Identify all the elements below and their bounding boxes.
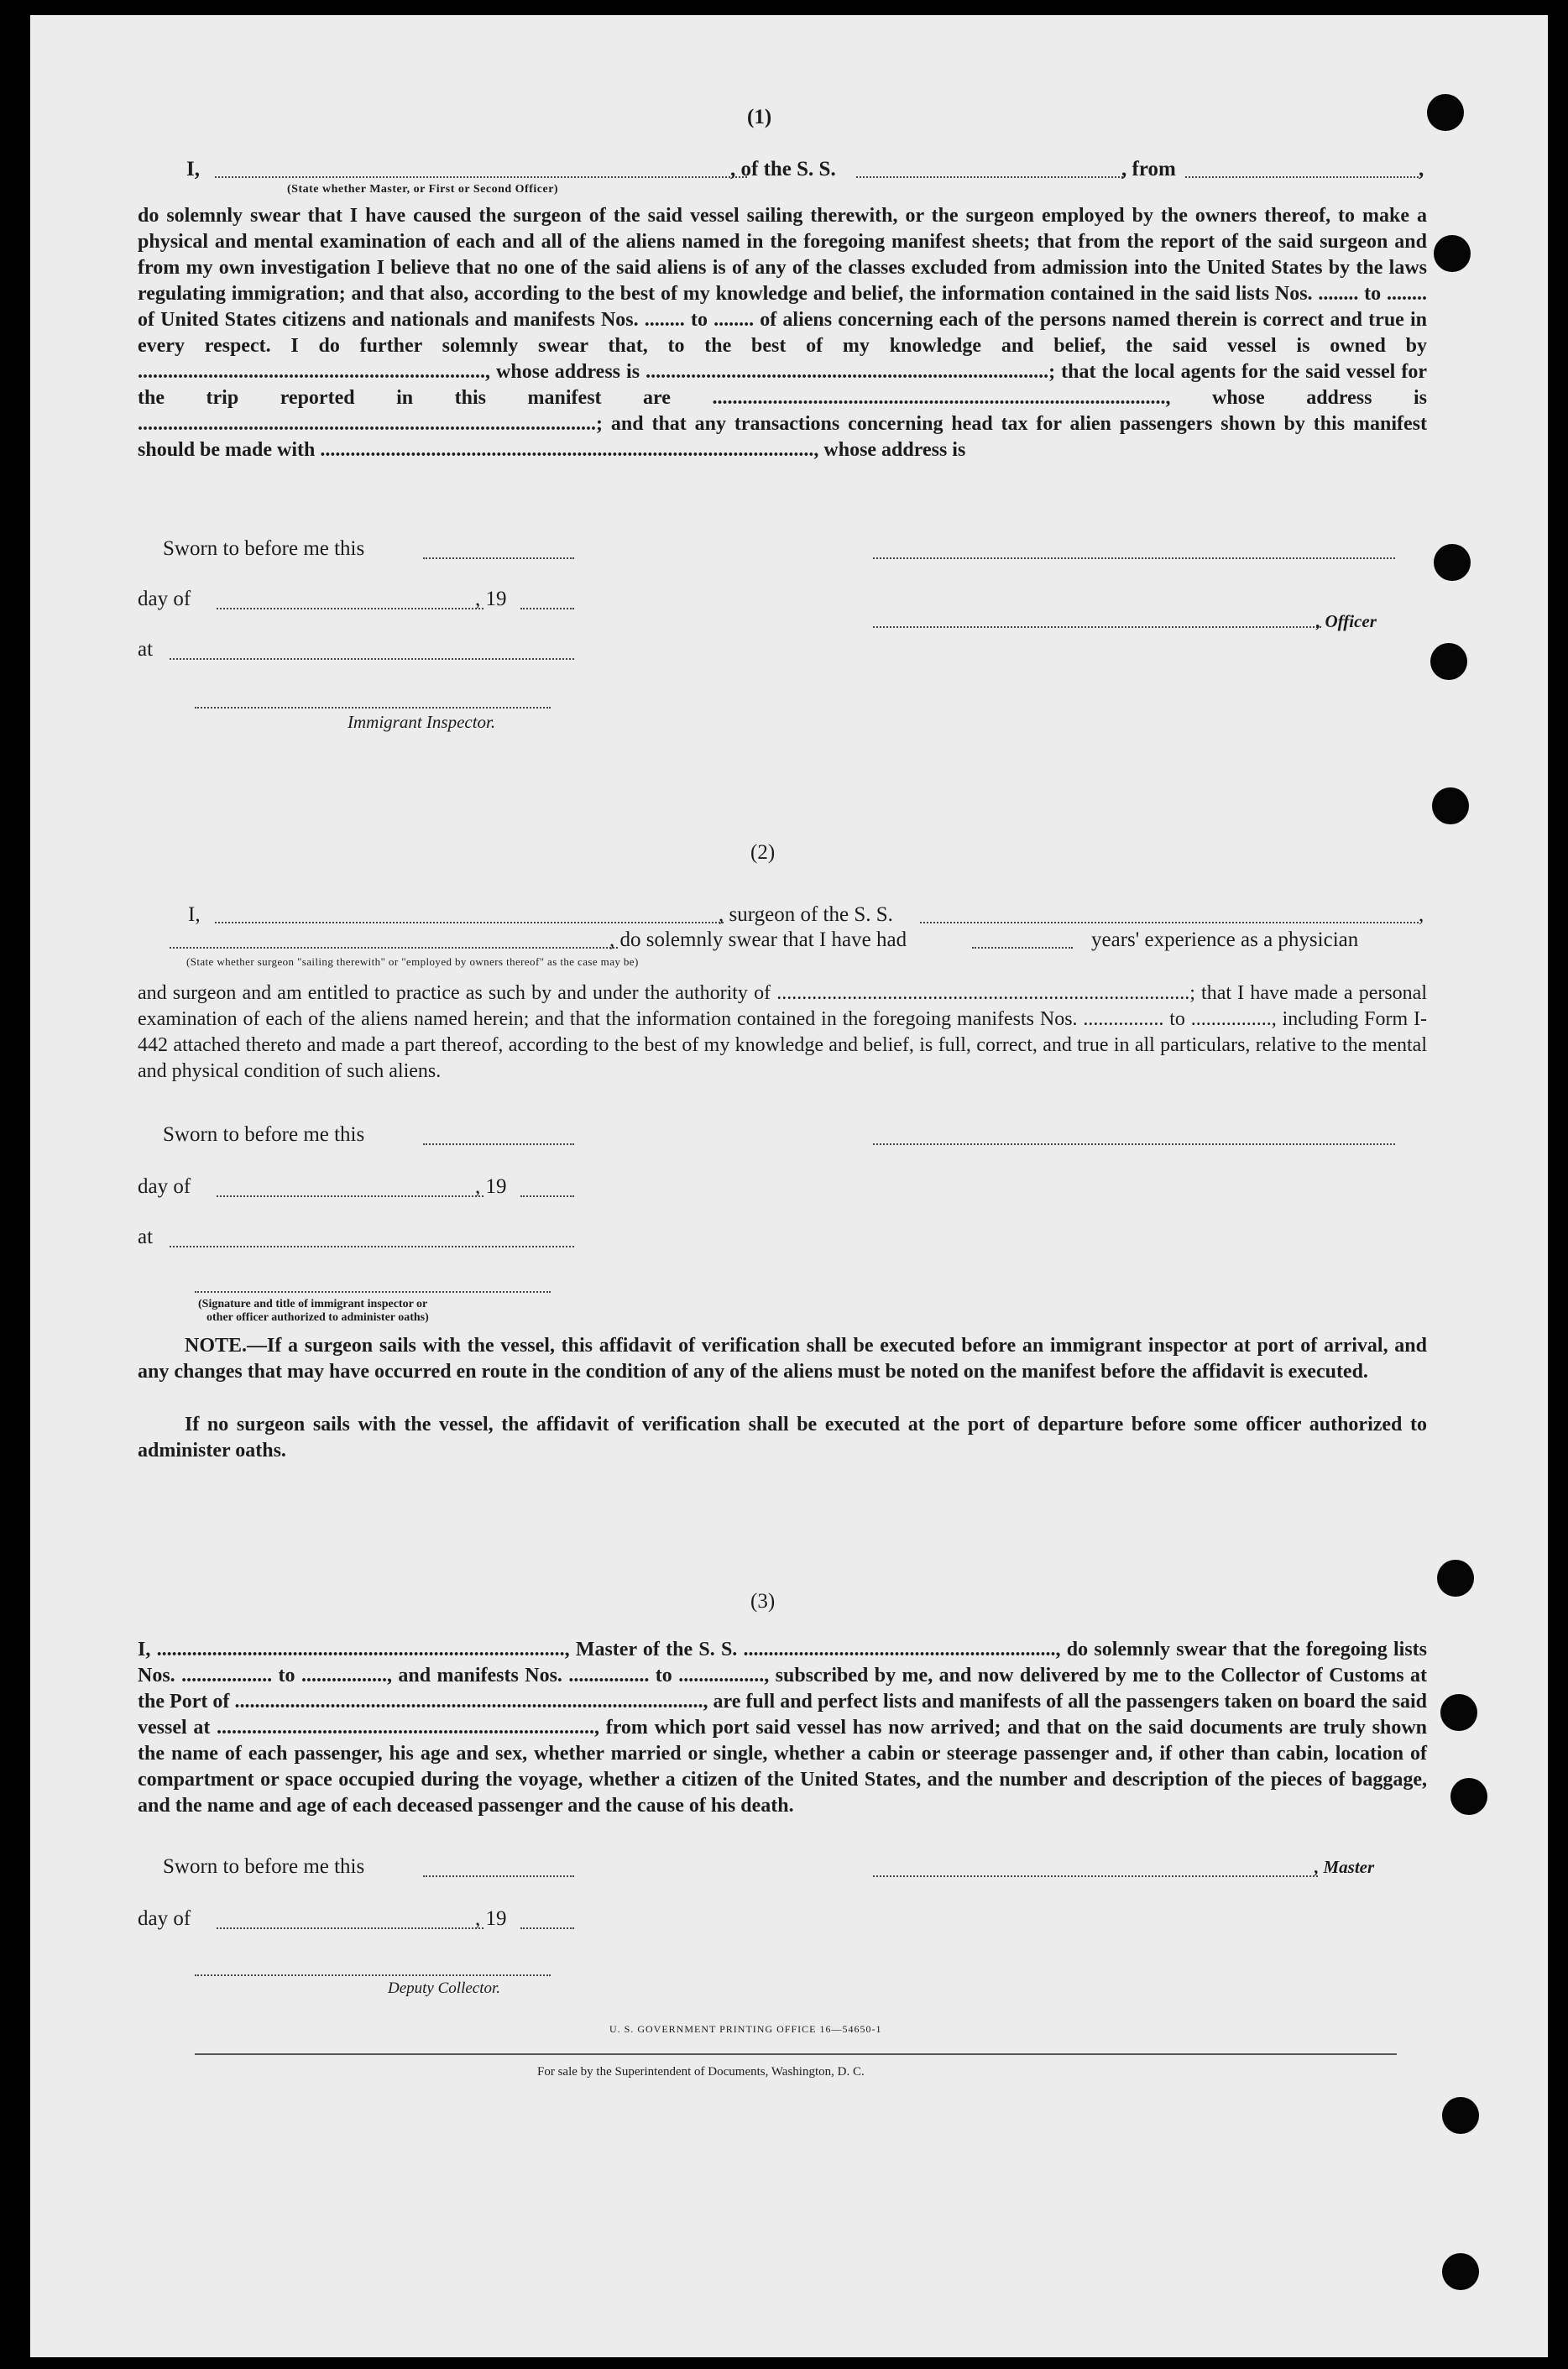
note-paragraph-1: NOTE.—If a surgeon sails with the vessel, this affidavit of verification shall be executed before an immigrant inspector at port of arrival, and any changes that may have occurred en route in the condition of any of the aliens must be noted on the manifest before the affidavit is executed. <box>138 1335 1427 1383</box>
vessel-name-field[interactable] <box>856 176 1123 178</box>
for-sale-notice: For sale by the Superintendent of Documents, Washington, D. C. <box>537 2065 865 2079</box>
document-page <box>30 15 1548 2357</box>
section-2-years: years' experience as a physician <box>1091 928 1359 951</box>
punch-hole <box>1434 235 1471 272</box>
month-field[interactable] <box>217 1927 483 1929</box>
surgeon-status-field[interactable] <box>170 947 618 949</box>
deputy-collector-label: Deputy Collector. <box>388 1979 501 1997</box>
footer-rule <box>195 2053 1397 2055</box>
section-2-year: , 19 <box>475 1175 507 1198</box>
section-1-sworn-label: Sworn to before me this <box>163 537 365 560</box>
punch-hole <box>1427 94 1464 131</box>
section-2-comma: , <box>1419 903 1424 926</box>
from-port-field[interactable] <box>1185 176 1419 178</box>
collector-signature-field[interactable] <box>195 1974 551 1976</box>
section-1-of-ss: , of the S. S. <box>730 158 836 180</box>
section-2-i: I, <box>188 903 201 926</box>
section-1-year: , 19 <box>475 588 507 610</box>
master-signature-field[interactable] <box>873 1875 1318 1877</box>
punch-hole <box>1430 643 1467 680</box>
section-1-i: I, <box>186 158 200 180</box>
master-officer-note: (State whether Master, or First or Second Officer) <box>287 183 559 196</box>
section-1-heading: (1) <box>747 106 772 128</box>
section-1-at: at <box>138 638 154 661</box>
note-paragraph-2: If no surgeon sails with the vessel, the affidavit of verification shall be executed at the port of departure before some officer authorized to administer oaths. <box>138 1414 1427 1462</box>
section-2-surgeon: , surgeon of the S. S. <box>719 903 893 926</box>
month-field[interactable] <box>217 1195 483 1197</box>
year-field[interactable] <box>520 608 574 609</box>
month-field[interactable] <box>217 608 483 609</box>
punch-hole <box>1432 787 1469 824</box>
years-experience-field[interactable] <box>972 947 1073 949</box>
immigrant-inspector-label: Immigrant Inspector. <box>348 712 496 732</box>
officer-title-field[interactable] <box>873 626 1321 628</box>
section-3-heading: (3) <box>750 1590 776 1613</box>
inspector-signature-field[interactable] <box>195 1291 551 1293</box>
printing-office-imprint: U. S. GOVERNMENT PRINTING OFFICE 16—54650-1 <box>609 2023 882 2035</box>
inspector-signature-field[interactable] <box>195 707 551 709</box>
year-field[interactable] <box>520 1195 574 1197</box>
sworn-date-field[interactable] <box>423 1875 574 1877</box>
section-2-day-of: day of <box>138 1175 191 1198</box>
signature-title-note-1: (Signature and title of immigrant inspector or <box>198 1298 428 1310</box>
section-3-day-of: day of <box>138 1907 191 1930</box>
section-1-paragraph: do solemnly swear that I have caused the surgeon of the said vessel sailing therewith, or the surgeon employed by the owners thereof, to make a physical and mental examination of each and all of the aliens named in the foregoing manifest sheets; that from the report of the said surgeon and from my own investigation I believe that no one of the said aliens is of any of the classes excluded from admission into the United States by the laws regulating immigration; and that also, according to the best of my knowledge and belief, the information contained in the said lists Nos. ........ to ........ of United States citizens and nationals and manifests Nos. ........ to ........ of aliens concerning each of the persons named therein is correct and true in every respect. I do further solemnly swear that, to the best of my knowledge and belief, the said vessel is owned by ....................................................................., whose address is ................................................................................; that the local agents for the said vessel for the trip reported in this manifest are .........................................................................................., whose address is ...........................................................................................; and that any transactions concerning head tax for alien passengers shown by this manifest should be made with .................................................................................................., whose address is <box>138 205 1427 461</box>
place-field[interactable] <box>170 1246 574 1247</box>
section-2-paragraph: and surgeon and am entitled to practice as such by and under the authority of ..................................................................................; that I have made a personal examination of each of the aliens named herein; and that the information contained in the foregoing manifests Nos. ................ to ................, including Form I-442 attached thereto and made a part thereof, according to the best of my knowledge and belief, is full, correct, and true in all particulars, relative to the mental and physical condition of such aliens. <box>138 982 1427 1082</box>
section-2-swear: , do solemnly swear that I have had <box>609 928 907 951</box>
section-1-comma: , <box>1419 158 1424 180</box>
officer-signature-field[interactable] <box>873 557 1395 559</box>
punch-hole <box>1434 544 1471 581</box>
surgeon-vessel-field[interactable] <box>920 922 1419 923</box>
section-1-from: , from <box>1121 158 1176 180</box>
punch-hole <box>1442 2097 1479 2134</box>
punch-hole <box>1440 1694 1477 1731</box>
place-field[interactable] <box>170 658 574 660</box>
punch-hole <box>1437 1560 1474 1597</box>
master-name-field[interactable] <box>215 176 747 178</box>
section-2-sworn-label: Sworn to before me this <box>163 1123 365 1146</box>
punch-hole <box>1450 1778 1487 1815</box>
section-2-at: at <box>138 1226 154 1248</box>
punch-hole <box>1442 2253 1479 2290</box>
section-3-sworn-label: Sworn to before me this <box>163 1855 365 1878</box>
section-1-day-of: day of <box>138 588 191 610</box>
section-2-heading: (2) <box>750 841 776 864</box>
officer-label: , Officer <box>1316 611 1377 631</box>
master-label: , Master <box>1315 1857 1375 1877</box>
year-field[interactable] <box>520 1927 574 1929</box>
surgeon-signature-field[interactable] <box>873 1143 1395 1145</box>
sworn-date-field[interactable] <box>423 557 574 559</box>
surgeon-name-field[interactable] <box>215 922 724 923</box>
sworn-date-field[interactable] <box>423 1143 574 1145</box>
signature-title-note-2: other officer authorized to administer oaths) <box>206 1311 429 1324</box>
section-3-year: , 19 <box>475 1907 507 1930</box>
surgeon-status-note: (State whether surgeon "sailing therewith" or "employed by owners thereof" as the case may be) <box>186 955 639 968</box>
section-3-paragraph: I, ................................................................................., Master of the S. S. .............................................................., do solemnly swear that the foregoing lists Nos. .................. to ................., and manifests Nos. ................ to ................., subscribed by me, and now delivered by me to the Collector of Customs at the Port of ............................................................................................., are full and perfect lists and manifests of all the passengers taken on board the said vessel at ..........................................................................., from which port said vessel has now arrived; and that on the said documents are truly shown the name of each passenger, his age and sex, whether married or single, whether a cabin or steerage passenger and, if other than cabin, location of compartment or space occupied during the voyage, whether a citizen of the United States, and the number and description of the pieces of baggage, and the name and age of each deceased passenger and the cause of his death. <box>138 1639 1427 1817</box>
